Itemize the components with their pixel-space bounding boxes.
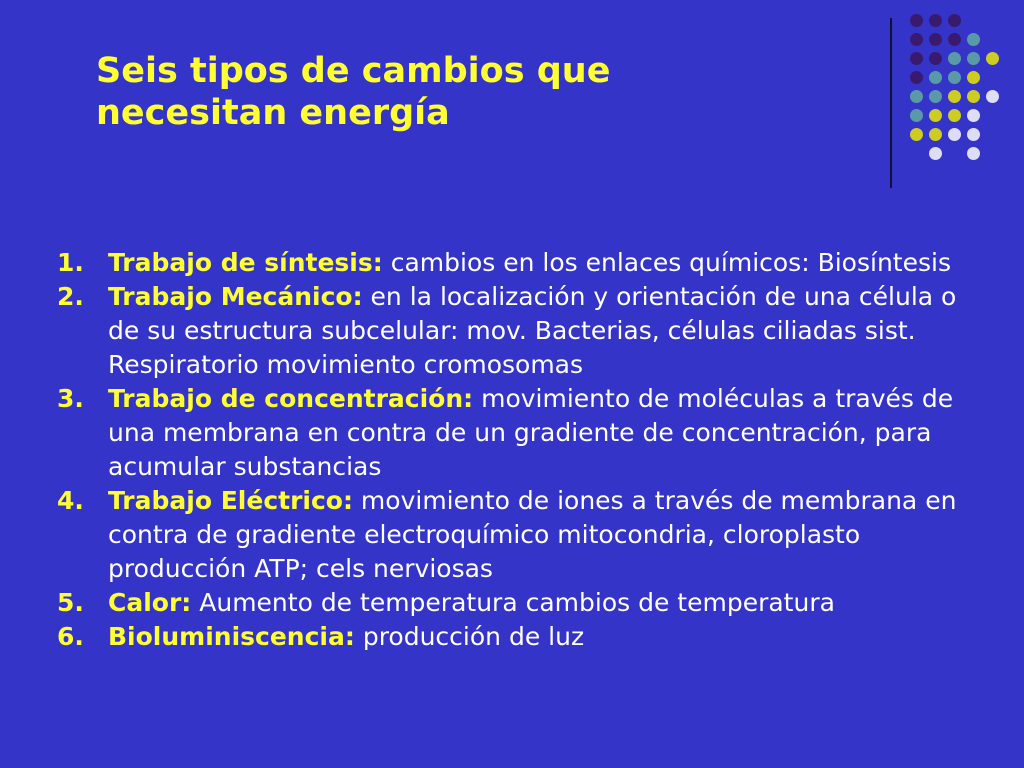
decorative-dot [948,14,961,27]
decorative-divider [890,18,892,188]
decorative-dot [910,52,923,65]
list-item [57,586,957,620]
title-line-1: Seis tipos de cambios que [96,51,611,91]
decorative-dot [948,109,961,122]
decorative-dot [967,147,980,160]
item-number: 6. [57,622,84,651]
decorative-dot [948,52,961,65]
item-text: Aumento de temperatura cambios de temperatura [191,588,835,617]
decorative-dot [986,90,999,103]
item-term: Calor: [108,588,192,617]
decorative-dot [910,128,923,141]
list-item [57,620,957,654]
item-term: Trabajo de concentración: [108,384,474,413]
item-number: 4. [57,486,84,515]
item-number: 5. [57,588,84,617]
decorative-dot [929,52,942,65]
item-text: cambios en los enlaces químicos: Biosíntesis [382,248,951,277]
decorative-dot [948,90,961,103]
item-number: 3. [57,384,84,413]
decorative-dot [967,71,980,84]
decorative-dot [986,52,999,65]
item-term: Trabajo Eléctrico: [108,486,353,515]
item-term: Bioluminiscencia: [108,622,355,651]
decorative-dot [929,147,942,160]
decorative-dot [967,33,980,46]
item-text: en la localización y orientación de una célula o de su estructura subcelular: mov. Bacterias, células ciliadas sist. Respiratorio movimiento cromosomas [108,282,957,379]
title-line-2: necesitan energía [96,93,450,133]
decorative-dot [910,109,923,122]
item-text: producción de luz [354,622,585,651]
item-text: movimiento de iones a través de membrana en contra de gradiente electroquímico mitocondria, cloroplasto producción ATP; cels nerviosas [108,486,957,583]
decorative-dot [967,109,980,122]
decorative-dot [948,71,961,84]
decorative-dot [929,33,942,46]
list-item [57,382,957,484]
item-number: 2. [57,282,84,311]
decorative-dot [929,14,942,27]
decorative-dot [929,109,942,122]
decorative-dot [929,128,942,141]
decorative-dot [910,71,923,84]
decorative-dot [910,90,923,103]
decorative-dot [948,33,961,46]
item-number: 1. [57,248,84,277]
list-item [57,280,957,382]
decorative-dot-grid [910,14,1010,164]
slide-title [96,50,796,134]
list-item [57,484,957,586]
decorative-dot [948,128,961,141]
decorative-dot [929,90,942,103]
item-term: Trabajo de síntesis: [108,248,383,277]
decorative-dot [929,71,942,84]
decorative-dot [910,14,923,27]
list-item [57,246,957,280]
decorative-dot [910,33,923,46]
energy-change-list [57,246,957,654]
decorative-dot [967,52,980,65]
decorative-dot [967,90,980,103]
item-term: Trabajo Mecánico: [108,282,363,311]
decorative-dot [967,128,980,141]
item-text: movimiento de moléculas a través de una membrana en contra de un gradiente de concentración, para acumular substancias [108,384,954,481]
